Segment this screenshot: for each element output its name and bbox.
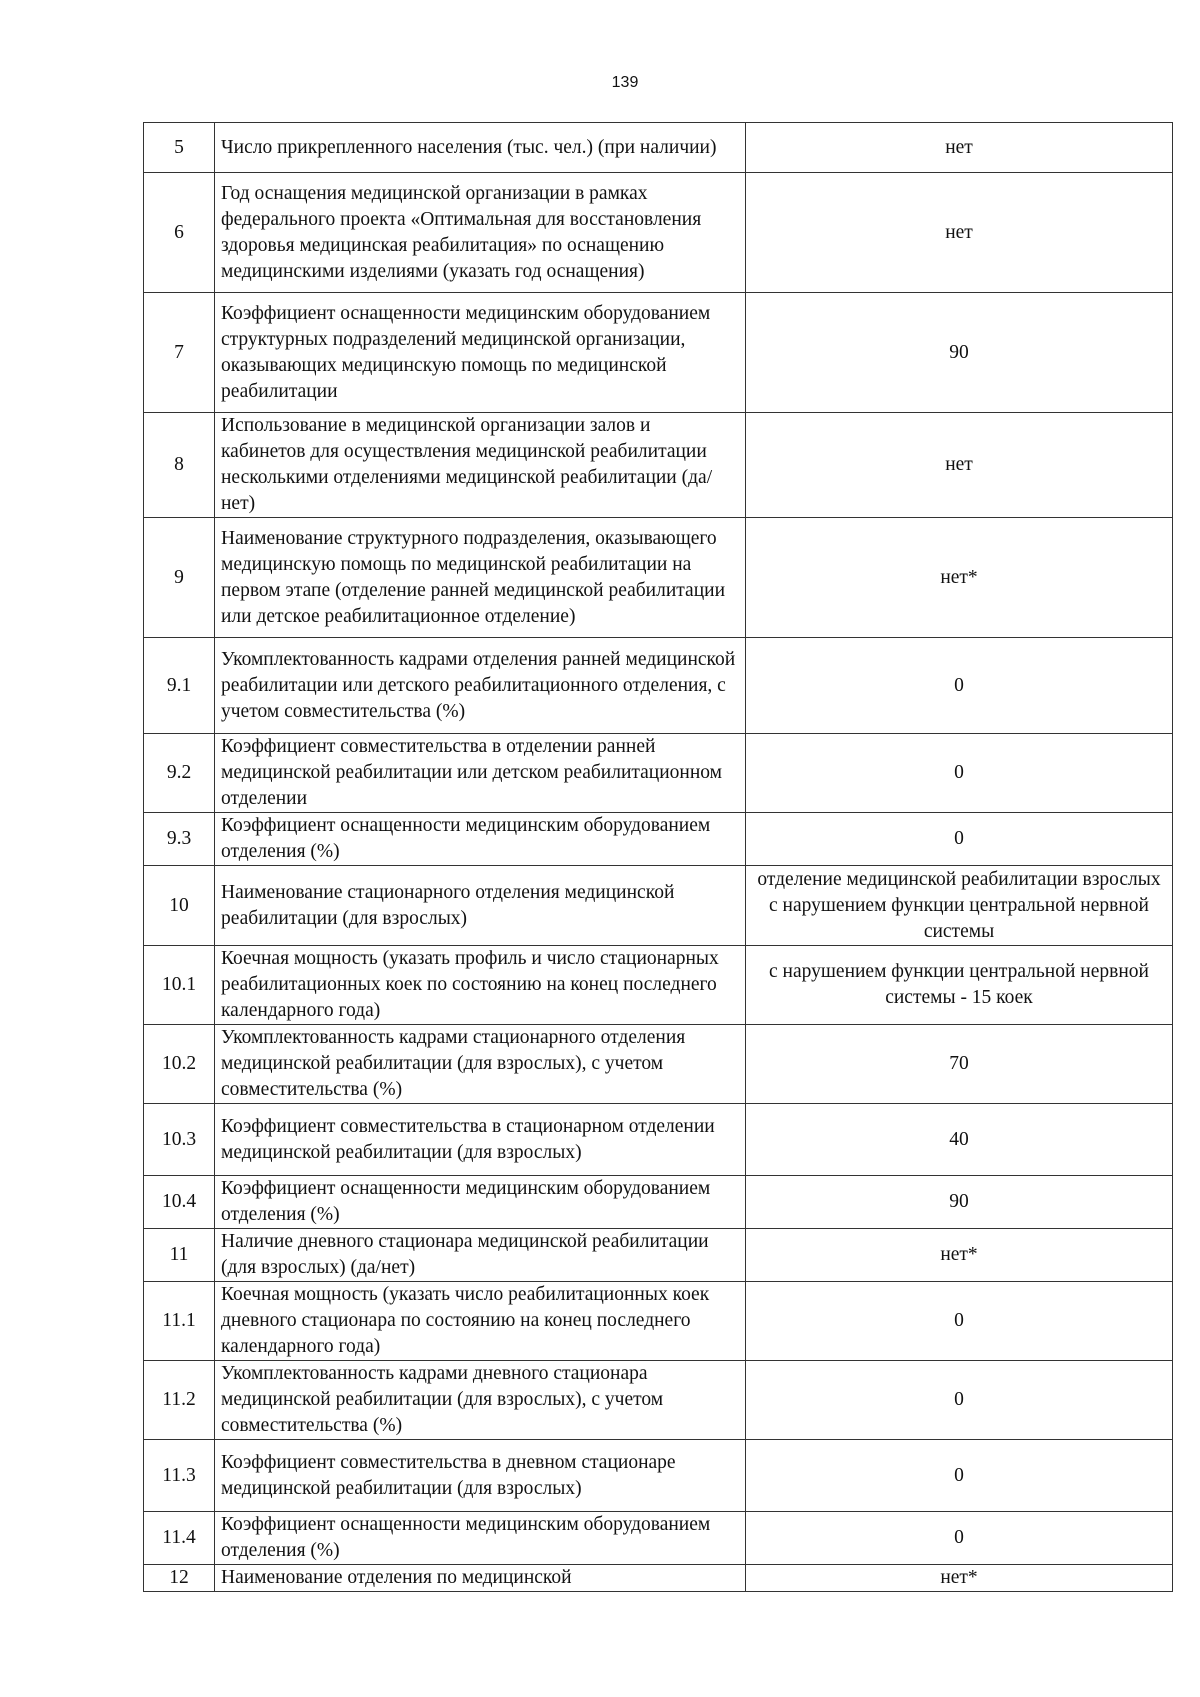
table-row	[144, 1440, 1173, 1512]
table-row	[144, 1565, 1173, 1592]
indicator-value-cell: отделение медицинской реабилитации взрослых с нарушением функции центральной нервной системы	[746, 866, 1173, 946]
indicator-value-cell: 0	[746, 813, 1173, 866]
table-row	[144, 518, 1173, 638]
indicator-name-cell: Коэффициент совместительства в отделении ранней медицинской реабилитации или детском реабилитационном отделении	[215, 734, 746, 813]
row-number-cell: 11.3	[144, 1440, 215, 1512]
table-row	[144, 293, 1173, 413]
indicators-table	[143, 122, 1173, 1592]
indicator-name-cell: Коэффициент совместительства в стационарном отделении медицинской реабилитации (для взрослых)	[215, 1104, 746, 1176]
row-number-cell: 10.4	[144, 1176, 215, 1229]
row-number-cell: 10.2	[144, 1025, 215, 1104]
row-number-cell: 9.3	[144, 813, 215, 866]
table-row	[144, 813, 1173, 866]
indicator-name-cell: Коэффициент оснащенности медицинским оборудованием структурных подразделений медицинской организации, оказывающих медицинскую помощь по медицинской реабилитации	[215, 293, 746, 413]
row-number-cell: 11.4	[144, 1512, 215, 1565]
row-number-cell: 9	[144, 518, 215, 638]
indicator-name-cell: Коэффициент оснащенности медицинским оборудованием отделения (%)	[215, 1512, 746, 1565]
indicator-name-cell: Год оснащения медицинской организации в рамках федерального проекта «Оптимальная для восстановления здоровья медицинская реабилитация» по оснащению медицинскими изделиями (указать год оснащения)	[215, 173, 746, 293]
indicator-name-cell: Коэффициент оснащенности медицинским оборудованием отделения (%)	[215, 813, 746, 866]
table-row	[144, 123, 1173, 173]
table-row	[144, 946, 1173, 1025]
indicator-name-cell: Использование в медицинской организации залов и кабинетов для осуществления медицинской реабилитации несколькими отделениями медицинской реабилитации (да/нет)	[215, 413, 746, 518]
table-row	[144, 173, 1173, 293]
row-number-cell: 11.1	[144, 1282, 215, 1361]
indicator-name-cell: Наименование стационарного отделения медицинской реабилитации (для взрослых)	[215, 866, 746, 946]
indicator-name-cell: Укомплектованность кадрами стационарного отделения медицинской реабилитации (для взрослых), с учетом совместительства (%)	[215, 1025, 746, 1104]
indicator-name-cell: Коэффициент оснащенности медицинским оборудованием отделения (%)	[215, 1176, 746, 1229]
table-row	[144, 734, 1173, 813]
indicator-value-cell: нет*	[746, 1565, 1173, 1592]
indicator-value-cell: 0	[746, 1282, 1173, 1361]
indicator-name-cell: Число прикрепленного населения (тыс. чел.) (при наличии)	[215, 123, 746, 173]
indicator-value-cell: 90	[746, 1176, 1173, 1229]
table-row	[144, 1025, 1173, 1104]
table-row	[144, 1512, 1173, 1565]
indicator-value-cell: 0	[746, 1361, 1173, 1440]
indicator-name-cell: Наименование отделения по медицинской	[215, 1565, 746, 1592]
table-row	[144, 1282, 1173, 1361]
row-number-cell: 10	[144, 866, 215, 946]
indicator-value-cell: с нарушением функции центральной нервной системы - 15 коек	[746, 946, 1173, 1025]
row-number-cell: 6	[144, 173, 215, 293]
indicator-value-cell: нет*	[746, 1229, 1173, 1282]
indicator-name-cell: Коэффициент совместительства в дневном стационаре медицинской реабилитации (для взрослых)	[215, 1440, 746, 1512]
indicator-value-cell: 90	[746, 293, 1173, 413]
indicator-name-cell: Укомплектованность кадрами дневного стационара медицинской реабилитации (для взрослых), с учетом совместительства (%)	[215, 1361, 746, 1440]
indicator-value-cell: нет	[746, 123, 1173, 173]
indicator-value-cell: 0	[746, 734, 1173, 813]
table-row	[144, 1361, 1173, 1440]
row-number-cell: 12	[144, 1565, 215, 1592]
indicator-name-cell: Наименование структурного подразделения, оказывающего медицинскую помощь по медицинской реабилитации на первом этапе (отделение ранней медицинской реабилитации или детское реабилитационное отделение)	[215, 518, 746, 638]
indicator-name-cell: Коечная мощность (указать число реабилитационных коек дневного стационара по состоянию на конец последнего календарного года)	[215, 1282, 746, 1361]
indicator-value-cell: 70	[746, 1025, 1173, 1104]
table-row	[144, 413, 1173, 518]
indicator-value-cell: 0	[746, 1440, 1173, 1512]
table-row	[144, 638, 1173, 734]
indicator-name-cell: Укомплектованность кадрами отделения ранней медицинской реабилитации или детского реабилитационного отделения, с учетом совместительства (%)	[215, 638, 746, 734]
table-row	[144, 1104, 1173, 1176]
row-number-cell: 10.1	[144, 946, 215, 1025]
row-number-cell: 8	[144, 413, 215, 518]
indicator-value-cell: 40	[746, 1104, 1173, 1176]
row-number-cell: 9.1	[144, 638, 215, 734]
indicator-name-cell: Коечная мощность (указать профиль и число стационарных реабилитационных коек по состоянию на конец последнего календарного года)	[215, 946, 746, 1025]
indicator-value-cell: нет	[746, 413, 1173, 518]
table-row	[144, 1229, 1173, 1282]
table-row	[144, 866, 1173, 946]
indicator-value-cell: 0	[746, 638, 1173, 734]
table-row	[144, 1176, 1173, 1229]
table-body	[144, 123, 1173, 1592]
indicator-value-cell: нет	[746, 173, 1173, 293]
row-number-cell: 9.2	[144, 734, 215, 813]
row-number-cell: 11	[144, 1229, 215, 1282]
row-number-cell: 11.2	[144, 1361, 215, 1440]
page-number: 139	[611, 74, 639, 91]
indicator-value-cell: 0	[746, 1512, 1173, 1565]
row-number-cell: 7	[144, 293, 215, 413]
indicator-value-cell: нет*	[746, 518, 1173, 638]
row-number-cell: 10.3	[144, 1104, 215, 1176]
indicator-name-cell: Наличие дневного стационара медицинской реабилитации (для взрослых) (да/нет)	[215, 1229, 746, 1282]
row-number-cell: 5	[144, 123, 215, 173]
